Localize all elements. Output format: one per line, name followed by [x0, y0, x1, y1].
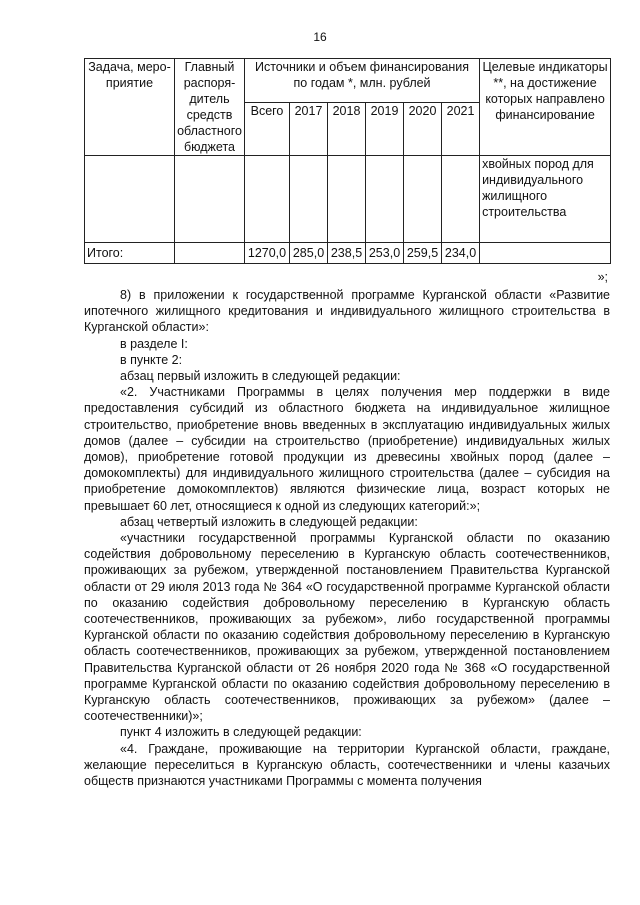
table-cell — [175, 156, 245, 243]
header-sources: Источники и объем финансирования по годам *, млн. рублей — [245, 59, 480, 103]
header-year: 2019 — [366, 103, 404, 156]
table-cell — [245, 156, 290, 243]
total-value: 253,0 — [366, 243, 404, 264]
header-targets: Целевые индикаторы **, на достижение которых направлено финансирование — [480, 59, 611, 156]
table-cell — [366, 156, 404, 243]
table-cell — [480, 243, 611, 264]
header-year: 2018 — [328, 103, 366, 156]
header-year: 2020 — [404, 103, 442, 156]
paragraph: в разделе I: — [120, 336, 188, 351]
paragraph: абзац четвертый изложить в следующей редакции: — [120, 514, 418, 529]
total-value: 234,0 — [442, 243, 480, 264]
total-value: 238,5 — [328, 243, 366, 264]
header-year: 2021 — [442, 103, 480, 156]
paragraph: 8) в приложении к государственной программе Курганской области «Развитие ипотечного жилищного кредитования и индивидуального жилищного строительства в Курганской области»: — [84, 288, 610, 335]
page-number: 16 — [313, 30, 327, 44]
table-cell — [290, 156, 328, 243]
total-value: 259,5 — [404, 243, 442, 264]
paragraph: пункт 4 изложить в следующей редакции: — [120, 725, 362, 740]
total-label: Итого: — [85, 243, 175, 264]
paragraph: абзац первый изложить в следующей редакции: — [120, 369, 401, 384]
closing-quote: »; — [597, 270, 608, 284]
header-task: Задача, меро-приятие — [85, 59, 175, 156]
body-text — [84, 287, 610, 789]
table-cell — [442, 156, 480, 243]
total-value: 1270,0 — [245, 243, 290, 264]
table-cell — [328, 156, 366, 243]
table-cell — [175, 243, 245, 264]
header-manager: Главный распоря-дитель средств областного бюджета — [175, 59, 245, 156]
paragraph: в пункте 2: — [120, 352, 183, 367]
total-row — [85, 243, 611, 264]
total-value: 285,0 — [290, 243, 328, 264]
paragraph: «2. Участниками Программы в целях получения мер поддержки в виде предоставления субсидий из областного бюджета на индивидуальное жилищное строительство, приобретение вновь введенных в эксплуатацию индивидуальных жилых домов (далее – субсидии на строительство (приобретение) индивидуальных жилых домов), приобретение готовой продукции из древесины хвойных пород (далее – домокомплекты) для индивидуального жилищного строительства (далее – субсидия на приобретение домокомплектов) являются физические лица, возраст которых не превышает 60 лет, относящиеся к одной из следующих категорий:»; — [84, 385, 610, 513]
paragraph: «участники государственной программы Курганской области по оказанию содействия добровольному переселению в Курганскую область соотечественников, проживающих за рубежом, утвержденной постановлением Правительства Курганской области от 29 июля 2013 года № 364 «О государственной программе Курганской области по оказанию содействия добровольному переселению в Курганскую область соотечественников, проживающих за рубежом», либо государственной программы Курганской области по оказанию содействия добровольному переселению в Курганскую область соотечественников, проживающих за рубежом, утвержденной постановлением Правительства Курганской области от 26 ноября 2020 года № 368 «О государственной программе Курганской области по оказанию содействия добровольному переселению в Курганскую область соотечественников, проживающих за рубежом» (далее – соотечественники)»; — [84, 531, 610, 724]
header-year: 2017 — [290, 103, 328, 156]
target-text: хвойных пород для индивидуального жилищного строительства — [480, 156, 611, 243]
table-cell — [404, 156, 442, 243]
financing-table — [84, 58, 611, 264]
table-row — [85, 156, 611, 243]
paragraph: «4. Граждане, проживающие на территории Курганской области, граждане, желающие переселиться в Курганскую область, соотечественники и члены казачьих обществ признаются участниками Программы с момента получения — [84, 741, 610, 789]
table-cell — [85, 156, 175, 243]
header-year: Всего — [245, 103, 290, 156]
